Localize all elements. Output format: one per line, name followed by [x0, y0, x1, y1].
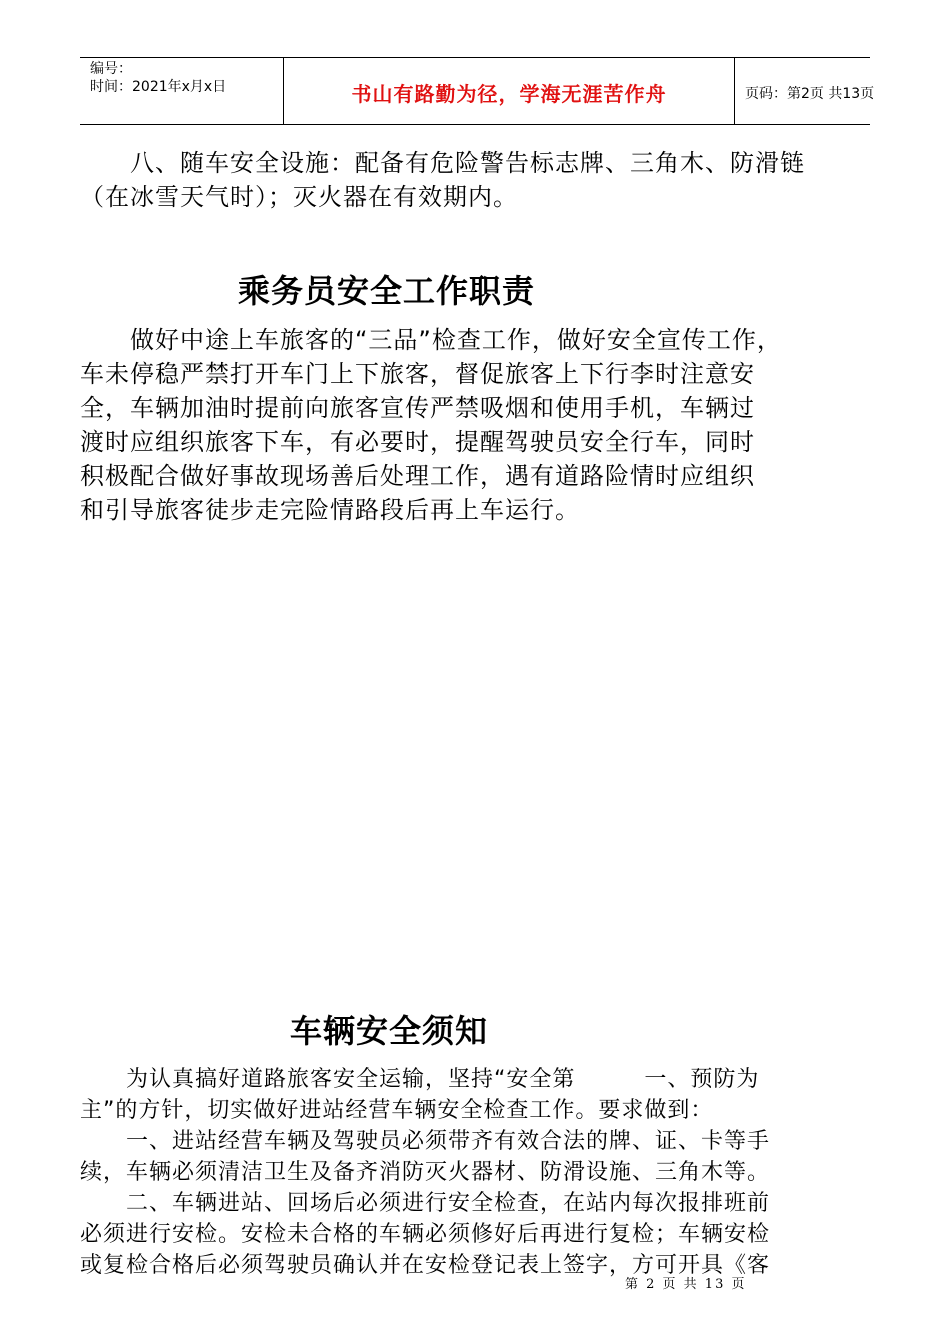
paragraph-line: 二、车辆进站、回场后必须进行安全检查，在站内每次报排班前 — [80, 1191, 771, 1216]
paragraph-line: （在冰雪天气时）；灭火器在有效期内。 — [80, 183, 518, 211]
paragraph-line: 渡时应组织旅客下车，有必要时，提醒驾驶员安全行车，同时 — [80, 428, 755, 456]
vehicle-safety-paragraph — [80, 1064, 872, 1281]
paragraph-line: 必须进行安检。安检未合格的车辆必须修好后再进行复检；车辆安检 — [80, 1222, 771, 1247]
paragraph-line: 主”的方针，切实做好进站经营车辆安全检查工作。要求做到： — [80, 1098, 714, 1123]
paragraph-line: 和引导旅客徒步走完险情路段后再上车运行。 — [80, 496, 580, 524]
paragraph-line: 积极配合做好事故现场善后处理工作，遇有道路险情时应组织 — [80, 462, 755, 490]
section-title-attendant-duties: 乘务员安全工作职责 — [238, 272, 536, 310]
paragraph-line: 为认真搞好道路旅客安全运输，坚持“安全第 一、预防为 — [80, 1067, 760, 1092]
section-title-vehicle-safety: 车辆安全须知 — [290, 1012, 489, 1050]
paragraph-line: 八、随车安全设施：配备有危险警告标志牌、三角木、防滑链 — [80, 149, 805, 177]
paragraph-line: 做好中途上车旅客的“三品”检查工作，做好安全宣传工作， — [80, 326, 782, 354]
page-header — [80, 57, 875, 125]
header-motto: 书山有路勤为径，学海无涯苦作舟 — [351, 82, 667, 106]
document-time-label: 时间：2021年x月x日 — [90, 79, 227, 95]
safety-equipment-paragraph — [80, 146, 872, 214]
header-page-cell — [735, 58, 875, 124]
paragraph-line: 一、进站经营车辆及驾驶员必须带齐有效合法的牌、证、卡等手 — [80, 1129, 771, 1154]
header-motto-cell — [283, 58, 735, 124]
header-page-info: 页码：第2页 共13页 — [745, 86, 875, 102]
paragraph-line: 车未停稳严禁打开车门上下旅客，督促旅客上下行李时注意安 — [80, 360, 755, 388]
paragraph-line: 续，车辆必须清洁卫生及备齐消防灭火器材、防滑设施、三角木等。 — [80, 1160, 771, 1185]
header-meta-cell — [80, 58, 283, 124]
paragraph-line: 全，车辆加油时提前向旅客宣传严禁吸烟和使用手机，车辆过 — [80, 394, 755, 422]
document-number-label: 编号： — [90, 61, 132, 77]
attendant-duties-paragraph — [80, 323, 872, 527]
paragraph-line: 或复检合格后必须驾驶员确认并在安检登记表上签字，方可开具《客 — [80, 1253, 771, 1278]
page-footer: 第 2 页 共 13 页 — [625, 1277, 747, 1292]
